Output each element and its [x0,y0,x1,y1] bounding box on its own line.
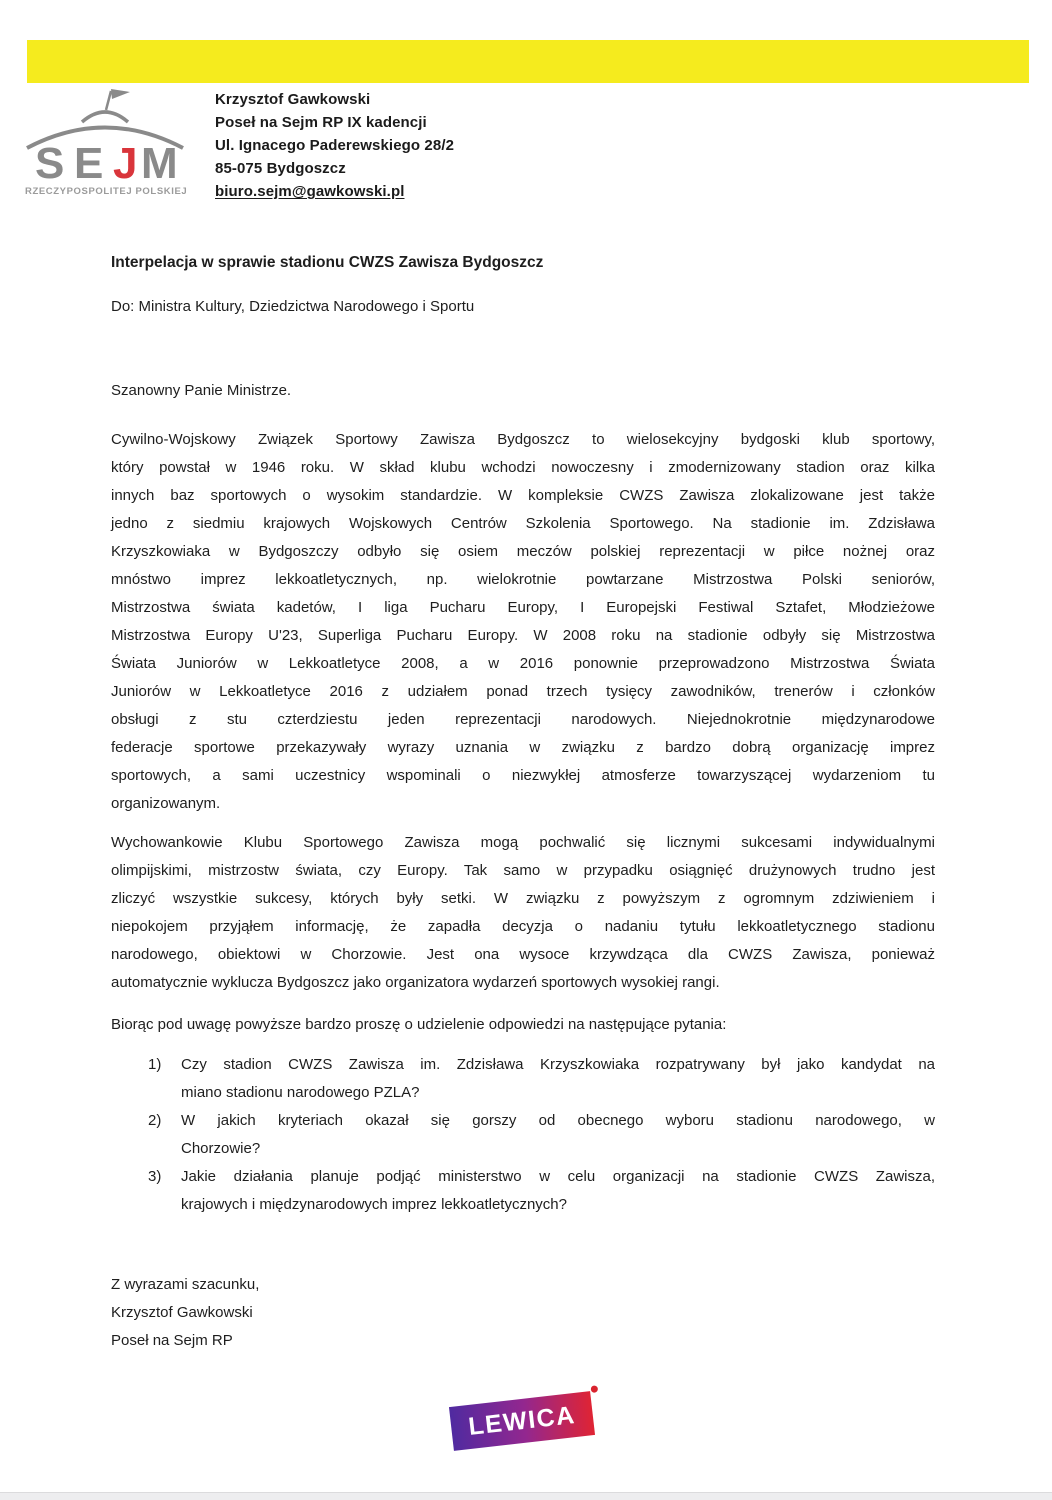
text-line: który powstał w 1946 roku. W skład klubu wchodzi nowoczesny i zmodernizowany stadion oraz kilka [111,459,935,476]
text-line: Mistrzostwa świata kadetów, I liga Pucharu Europy, I Europejski Festiwal Sztafet, Młodzieżowe [111,599,935,616]
text-line: federacje sportowe przekazywały wyrazy uznania w związku z bardzo dobrą organizację imprez [111,739,935,756]
text-line: olimpijskimi, mistrzostw świata, czy Europy. Tak samo w przypadku osiągnięć drużynowych trudno jest [111,862,935,879]
text-line: Poseł na Sejm RP [111,1332,233,1349]
text-line: Jakie działania planuje podjąć ministerstwo w celu organizacji na stadionie CWZS Zawisza, [181,1168,935,1185]
text-line: Wychowankowie Klubu Sportowego Zawisza mogą pochwalić się licznymi sukcesami indywidualnymi [111,834,935,851]
text-line: automatycznie wyklucza Bydgoszcz jako organizatora wydarzeń sportowych wysokiej rangi. [111,974,720,991]
sejm-letter-e: E [74,139,104,188]
text-line: jedno z siedmiu krajowych Wojskowych Centrów Szkolenia Sportowego. Na stadionie im. Zdzisława [111,515,935,532]
text-line: Krzysztof Gawkowski [111,1304,253,1321]
text-line: Cywilno-Wojskowy Związek Sportowy Zawisza Bydgoszcz to wielosekcyjny bydgoski klub sportowy, [111,431,935,448]
letter-paragraph-2 [111,829,935,997]
question-item-3 [148,1163,935,1219]
text-line: miano stadionu narodowego PZLA? [181,1084,420,1101]
text-line: narodowego, obiektowi w Chorzowie. Jest ona wysoce krzywdząca dla CWZS Zawisza, ponieważ [111,946,935,963]
letter-salutation: Szanowny Panie Ministrze. [111,382,292,399]
text-line: innych baz sportowych o wysokim standardzie. W kompleksie CWZS Zawisza zlokalizowane jest także [111,487,935,504]
text-line: sportowych, a sami uczestnicy wspominali o niezwykłej atmosferze towarzyszącej wydarzeniom tu [111,767,935,784]
text-line: W jakich kryteriach okazał się gorszy od obecnego wyboru stadionu narodowego, w [181,1112,935,1129]
text-line: organizowanym. [111,795,221,812]
question-number-3: 3) [148,1168,162,1185]
sejm-letter-s: S [35,139,65,188]
yellow-header-banner [27,40,1029,83]
text-line: Juniorów w Lekkoatletyce 2016 z udziałem ponad trzech tysięcy zawodników, trenerów i członków [111,683,935,700]
question-item-2 [148,1107,935,1163]
question-number-2: 2) [148,1112,162,1129]
question-text-2 [181,1107,935,1163]
text-line: zliczyć wszystkie sukcesy, których były setki. W związku z powyższym z ogromnym zdziwieniem i [111,890,935,907]
text-line: mnóstwo imprez lekkoatletycznych, np. wielokrotnie powtarzane Mistrzostwa Polski seniorów, [111,571,935,588]
lewica-logo [449,1391,595,1451]
question-number-1: 1) [148,1056,162,1073]
sejm-letter-j: J [113,139,138,188]
sender-city: 85-075 Bydgoszcz [215,160,346,177]
question-item-1 [148,1051,935,1107]
text-line: Chorzowie? [181,1140,261,1157]
text-line: Czy stadion CWZS Zawisza im. Zdzisława Krzyszkowiaka rozpatrywany był jako kandydat na [181,1056,935,1073]
sender-role: Poseł na Sejm RP IX kadencji [215,114,427,131]
sender-street: Ul. Ignacego Paderewskiego 28/2 [215,137,455,154]
text-line: Z wyrazami szacunku, [111,1276,260,1293]
sejm-letter-m: M [141,139,178,188]
sender-email-link[interactable]: biuro.sejm@gawkowski.pl [215,183,405,200]
letter-request-line: Biorąc pod uwagę powyższe bardzo proszę o udzielenie odpowiedzi na następujące pytania: [111,1016,727,1033]
letter-addressee: Do: Ministra Kultury, Dziedzictwa Narodowego i Sportu [111,298,475,315]
sender-block [215,88,454,203]
registered-mark-dot [590,1385,598,1393]
letter-paragraph-1 [111,426,935,818]
text-line: krajowych i międzynarodowych imprez lekkoatletycznych? [181,1196,567,1213]
text-line: obsługi z stu czterdziestu jeden reprezentacji narodowych. Niejednokrotnie międzynarodowe [111,711,935,728]
sejm-dome-icon [22,86,188,200]
sender-name: Krzysztof Gawkowski [215,91,371,108]
lewica-logo-text: LEWICA [466,1400,577,1441]
letter-closing [111,1271,259,1355]
text-line: Świata Juniorów w Lekkoatletyce 2008, a w 2016 ponownie przeprowadzono Mistrzostwa Świata [111,655,935,672]
text-line: Mistrzostwa Europy U'23, Superliga Pucharu Europy. W 2008 roku na stadionie odbyły się Mistrzostwa [111,627,935,644]
sejm-caption: RZECZYPOSPOLITEJ POLSKIEJ [25,186,188,197]
page-bottom-edge [0,1492,1052,1500]
sejm-logo [22,86,188,200]
question-text-1 [181,1051,935,1107]
question-text-3 [181,1163,935,1219]
text-line: Krzyszkowiaka w Bydgoszczy odbyło się osiem meczów polskiej reprezentacji w piłce nożnej oraz [111,543,935,560]
text-line: niepokojem przyjąłem informację, że zapadła decyzja o nadaniu tytułu lekkoatletycznego stadionu [111,918,935,935]
letter-title: Interpelacja w sprawie stadionu CWZS Zawisza Bydgoszcz [111,254,544,271]
questions-list [148,1051,935,1219]
